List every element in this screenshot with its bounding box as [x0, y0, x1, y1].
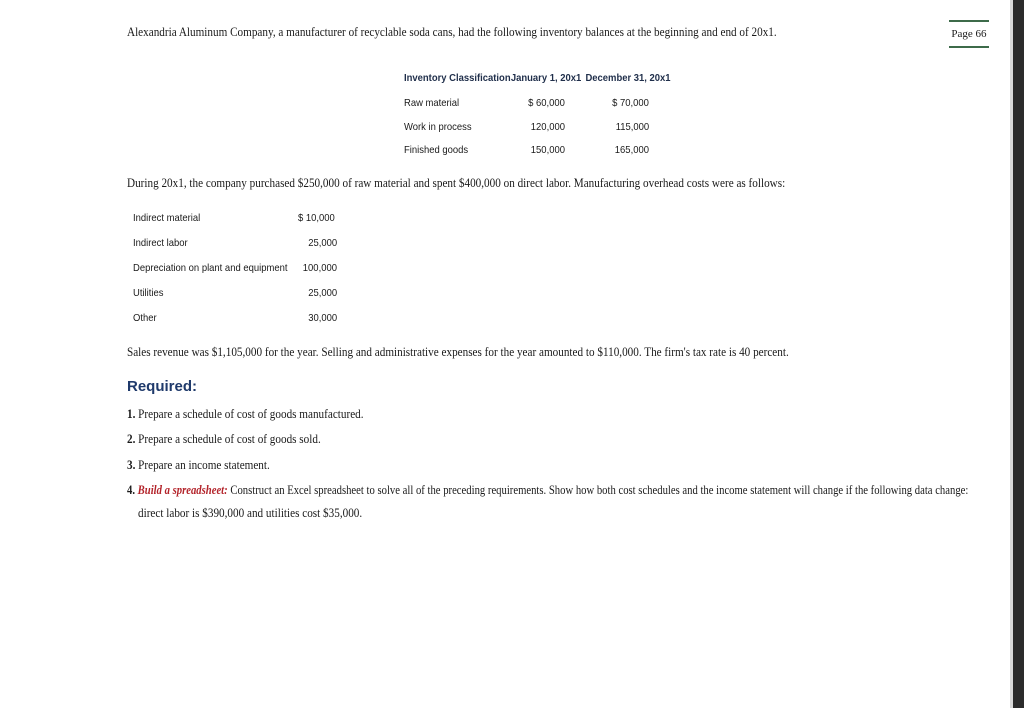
requirement-text: Prepare a schedule of cost of goods sold.: [138, 431, 321, 446]
inventory-row-jan: 150,000: [530, 144, 565, 156]
inventory-row-jan: 120,000: [530, 121, 565, 133]
overhead-row-label: Indirect material: [133, 212, 201, 224]
window-edge: [1013, 0, 1024, 708]
overhead-row-value: 25,000: [308, 237, 337, 249]
requirement-text: Prepare a schedule of cost of goods manufactured.: [138, 406, 364, 421]
overhead-row-label: Depreciation on plant and equipment: [133, 262, 288, 274]
requirement-number: 3.: [127, 457, 136, 472]
inventory-row-label: Work in process: [404, 121, 472, 133]
required-heading: Required:: [127, 378, 198, 395]
inventory-header-classification: Inventory Classification: [404, 72, 511, 84]
overhead-row-value: 100,000: [302, 262, 337, 274]
requirement-item: [127, 482, 968, 498]
inventory-row-label: Finished goods: [404, 144, 469, 156]
inventory-header-jan: January 1, 20x1: [510, 72, 581, 84]
overhead-row-value: 25,000: [308, 287, 337, 299]
requirement-text: Construct an Excel spreadsheet to solve all of the preceding requirements. Show how both cost schedules and the income statement will change if the following data change:: [230, 482, 969, 497]
requirement-text: Prepare an income statement.: [138, 457, 270, 472]
sales-paragraph: Sales revenue was $1,105,000 for the year. Selling and administrative expenses for the year amounted to $110,000. The firm's tax rate is 40 percent.: [127, 344, 789, 359]
requirement-number: 4.: [127, 482, 135, 497]
inventory-row-dec: 165,000: [614, 144, 649, 156]
requirement-item: [127, 431, 321, 447]
intro-paragraph: Alexandria Aluminum Company, a manufacturer of recyclable soda cans, had the following inventory balances at the beginning and end of 20x1.: [127, 24, 777, 39]
requirement-item: [127, 406, 364, 422]
inventory-row-label: Raw material: [404, 97, 460, 109]
requirement-number: 1.: [127, 406, 136, 421]
requirement-continuation: direct labor is $390,000 and utilities cost $35,000.: [138, 505, 363, 520]
page-number-label: Page 66: [949, 20, 989, 48]
overhead-row-value: $ 10,000: [298, 212, 335, 224]
requirement-number: 2.: [127, 431, 136, 446]
overhead-row-value: 30,000: [308, 312, 337, 324]
overhead-row-label: Utilities: [133, 287, 164, 299]
inventory-row-dec: $ 70,000: [612, 97, 649, 109]
inventory-header-dec: December 31, 20x1: [585, 72, 671, 84]
inventory-row-dec: 115,000: [615, 121, 649, 133]
spreadsheet-emphasis: Build a spreadsheet:: [137, 482, 228, 497]
inventory-row-jan: $ 60,000: [528, 97, 565, 109]
requirement-item: [127, 457, 270, 473]
overhead-row-label: Indirect labor: [133, 237, 188, 249]
during-paragraph: During 20x1, the company purchased $250,000 of raw material and spent $400,000 on direct labor. Manufacturing overhead costs were as follows:: [127, 175, 786, 190]
overhead-row-label: Other: [133, 312, 157, 324]
